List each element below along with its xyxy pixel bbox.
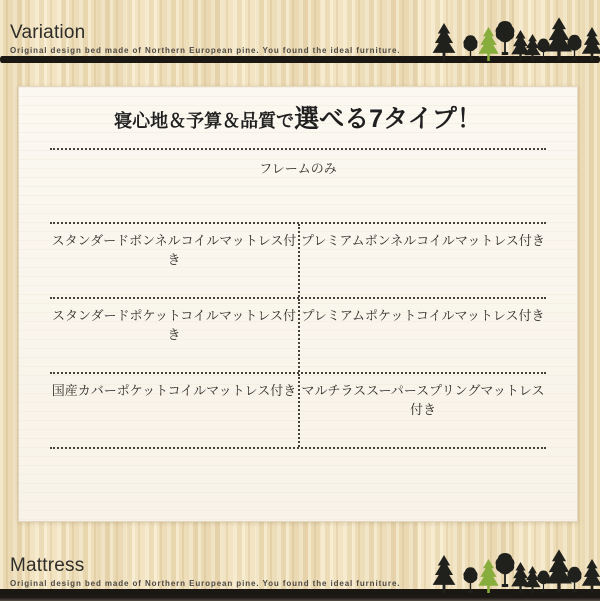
green-pine-tree-icon [478, 27, 498, 61]
deciduous-tree-icon [496, 21, 515, 55]
option-cell-standard-pocket[interactable]: スタンダードポケットコイルマットレス付き [51, 308, 296, 342]
green-pine-tree-icon [478, 559, 498, 593]
pine-tree-icon [582, 27, 600, 61]
table-row [50, 297, 546, 372]
pine-tree-icon [546, 17, 572, 60]
section-subtitle: Original design bed made of Northern European pine. You found the ideal furniture. [10, 46, 401, 55]
table-row-frame-only [50, 148, 546, 222]
pine-tree-icon [546, 549, 572, 592]
tree-forest-decoration-top [424, 1, 600, 61]
deciduous-tree-icon [567, 35, 581, 61]
option-cell-premium-bonnell[interactable]: プレミアムボンネルコイルマットレス付き [298, 224, 546, 297]
headline-emphasis: 選べる7タイプ！ [294, 105, 482, 133]
headline [19, 99, 577, 135]
tree-forest-decoration-bottom [424, 533, 600, 593]
footer-subtitle: Original design bed made of Northern European pine. You found the ideal furniture. [10, 579, 401, 588]
deciduous-tree-icon [567, 567, 581, 593]
table-row [50, 222, 546, 297]
deciduous-tree-icon [496, 553, 515, 587]
table-row [50, 372, 546, 447]
pine-tree-icon [433, 23, 456, 61]
deciduous-tree-icon [463, 35, 477, 61]
pine-tree-icon [582, 559, 600, 593]
content-panel [18, 86, 578, 522]
pine-tree-icon [433, 555, 456, 593]
option-cell-domestic-cover-pocket[interactable]: 国産カバーポケットコイルマットレス付き [51, 383, 297, 398]
type-table [50, 148, 546, 449]
headline-lead: 寝心地＆予算＆品質で [114, 111, 295, 131]
section-title-variation: Variation [10, 22, 86, 43]
deciduous-tree-icon [463, 567, 477, 593]
section-title-mattress: Mattress [10, 555, 85, 576]
option-cell-premium-pocket[interactable]: プレミアムポケットコイルマットレス付き [298, 299, 546, 372]
option-cell-multilas-superspring[interactable]: マルチラススーパースプリングマットレス付き [298, 374, 546, 447]
option-cell-frame-only[interactable]: フレームのみ [259, 161, 337, 176]
option-cell-standard-bonnell[interactable]: スタンダードボンネルコイルマットレス付き [51, 233, 297, 267]
